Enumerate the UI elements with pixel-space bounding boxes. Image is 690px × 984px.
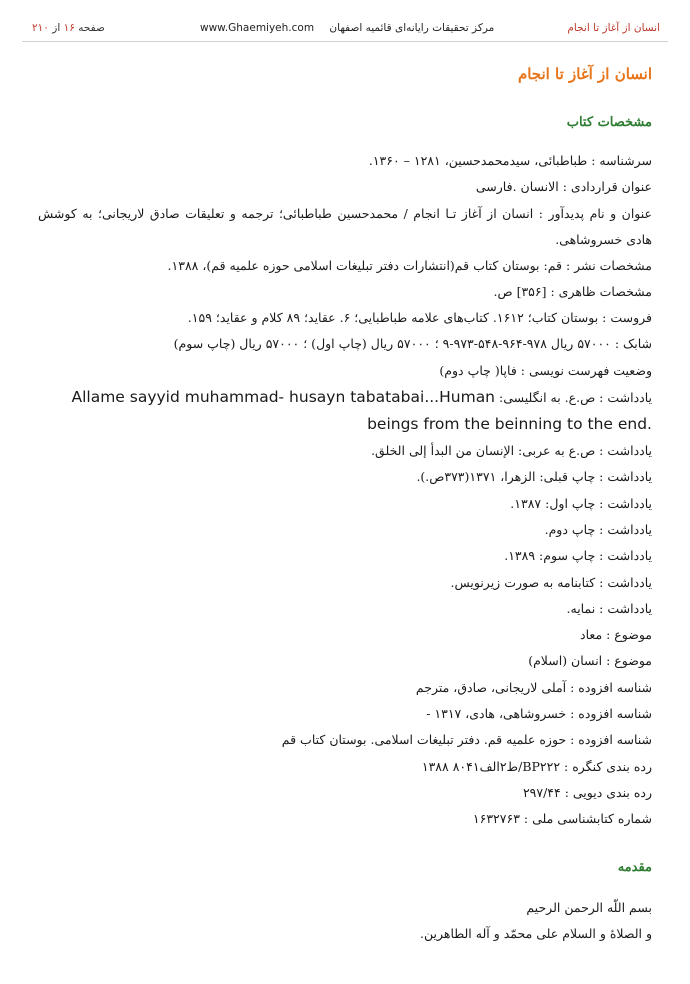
entry-first-edition: یادداشت : چاپ اول: ۱۳۸۷. [510,495,652,511]
book-title: انسان از آغاز تا انجام [517,65,652,83]
intro-title: مقدمه [617,859,652,875]
english-note-prefix: یادداشت : ص.ع. به انگلیسی: [499,390,652,406]
entry-second-edition: یادداشت : چاپ دوم. [544,521,652,537]
entry-isbn: شابک : ۵۷۰۰۰ ریال ۹۷۸-۹۶۴-۵۴۸-۹۷۳-۹ ؛ ۵۷۰۰۰ ریال (چاپ اول) ؛ ۵۷۰۰۰ ریال (چاپ سوم) [173,336,652,352]
entry-publication: مشخصات نشر : قم: بوستان کتاب قم(انتشارات دفتر تبلیغات اسلامی حوزه علمیه قم)، ۱۳۸۸. [167,257,652,273]
entry-cataloging-status: وضعیت فهرست نویسی : فاپا( چاپ دوم) [439,362,652,378]
header-divider [22,41,668,42]
intro-line-1: بسم اللّه الرحمن الرحیم [526,899,652,915]
entry-dewey: رده بندی دیویی : ۲۹۷/۴۴ [522,784,652,800]
english-note-text: Allame sayyid muhammad- husayn tabatabai...Human beings from the beinning to the end. [71,388,652,434]
entry-uniform-title: عنوان قراردادی : الانسان .فارسی [475,179,652,195]
page-current: ۱۶ [63,22,75,34]
entry-physical: مشخصات ظاهری : [۳۵۶] ص. [493,283,652,299]
entry-subject-1: موضوع : معاد [580,627,652,643]
page-total: ۲۱۰ [32,22,49,34]
entry-added-entry-1: شناسه افزوده : آملی لاریجانی، صادق، مترجم [415,679,652,695]
entry-third-edition: یادداشت : چاپ سوم: ۱۳۸۹. [504,548,652,564]
entry-previous-edition: یادداشت : چاپ قبلی: الزهرا، ۱۳۷۱(۳۷۳ص.). [416,469,652,485]
entry-national-bib-number: شماره کتابشناسی ملی : ۱۶۳۲۷۶۳ [472,811,652,827]
center-org-text: مرکز تحقیقات رایانه‌ای قائمیه اصفهان [329,22,495,34]
entry-lc-class: رده بندی کنگره : BP۲۲۲/ط۲الف۸۰۴۱ ۱۳۸۸ [421,758,652,774]
entry-added-entry-2: شناسه افزوده : خسروشاهی، هادی، ۱۳۱۷ - [426,706,652,722]
page-of: از [52,22,61,34]
page-content [38,62,652,947]
book-link[interactable]: انسان از آغاز تا انجام [567,22,660,34]
entry-series: فروست : بوستان کتاب؛ ۱۶۱۲. کتاب‌های علامه طباطبایی؛ ۶. عقاید؛ ۸۹ کلام و عقاید؛ ۱۵۹. [187,310,652,326]
page-header [0,0,690,42]
entry-english-note [38,384,652,438]
entry-bibliography-note: یادداشت : کتابنامه به صورت زیرنویس. [450,574,652,590]
section-title: مشخصات کتاب [566,115,652,130]
entry-index-note: یادداشت : نمایه. [566,600,652,616]
page-word: صفحه [78,22,105,34]
site-url[interactable]: www.Ghaemiyeh.com [200,22,315,34]
entry-arabic-note: یادداشت : ص.ع به عربی: الإنسان من البدأ إلى الخلق. [371,443,652,459]
entry-heading: سرشناسه : طباطبائی، سیدمحمدحسین، ۱۲۸۱ – ۱۳۶۰. [368,153,652,168]
header-center [200,22,494,34]
page-indicator [32,22,105,34]
entry-added-entry-3: شناسه افزوده : حوزه علمیه قم. دفتر تبلیغات اسلامی. بوستان کتاب قم [281,732,652,748]
intro-line-2: و الصلاهٔ و السلام علی محمّد و آله الطاهرین. [419,925,652,941]
entry-title-author: عنوان و نام پدیدآور : انسان از آغاز تـا انجام / محمدحسین طباطبائی؛ ترجمه و تعلیقات صادق لاریجانی؛ به کوشش هادی خسروشاهی. [38,205,652,247]
entry-subject-2: موضوع : انسان (اسلام) [528,653,652,669]
